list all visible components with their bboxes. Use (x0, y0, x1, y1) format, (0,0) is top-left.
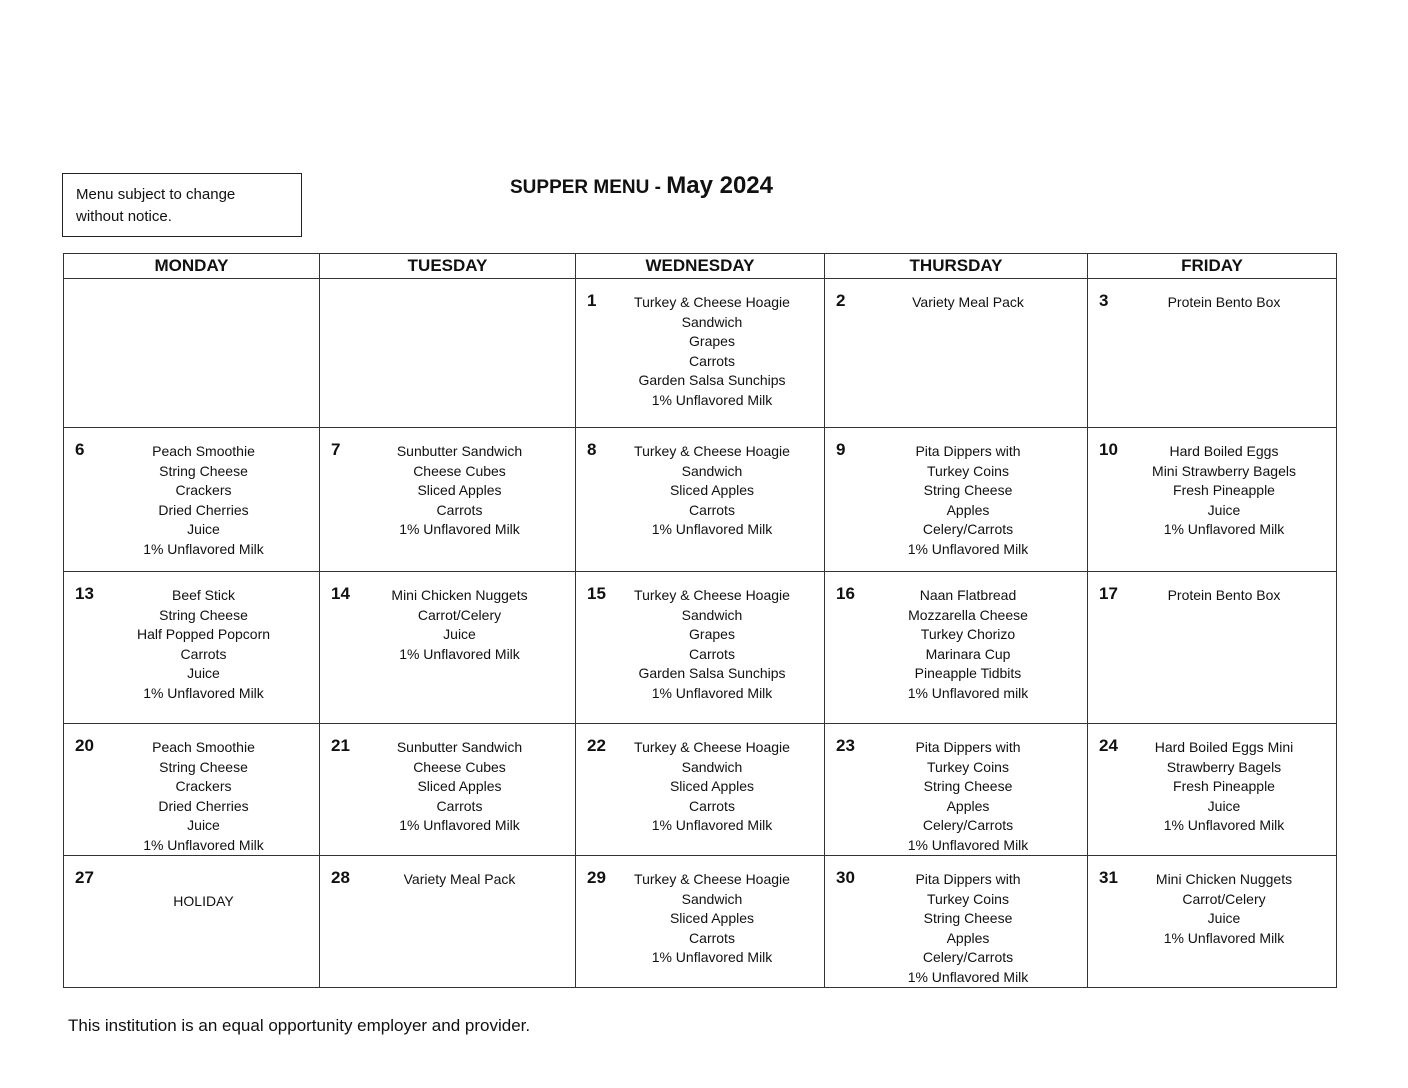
menu-item: Turkey & Cheese Hoagie (634, 443, 790, 459)
day-number: 27 (75, 868, 94, 887)
menu-items (102, 586, 305, 703)
menu-item: Celery/Carrots (922, 949, 1014, 965)
menu-item: Carrots (689, 501, 735, 518)
week-row (64, 279, 1337, 428)
menu-item: Juice (187, 521, 220, 537)
menu-item: Protein Bento Box (1167, 587, 1281, 603)
menu-item: Sliced Apples (669, 910, 755, 926)
menu-item: String Cheese (923, 482, 1013, 498)
menu-item: 1% Unflavored Milk (651, 521, 773, 537)
day-cell (825, 572, 1088, 724)
day-number: 20 (75, 736, 94, 755)
menu-item: Turkey & Cheese Hoagie (634, 294, 790, 310)
header-friday: FRIDAY (1088, 254, 1337, 279)
menu-items (1126, 870, 1322, 948)
menu-items (102, 892, 305, 912)
menu-item: Sandwich (681, 890, 743, 907)
menu-item: Variety Meal Pack (403, 871, 516, 887)
day-number: 9 (836, 440, 846, 459)
menu-items (863, 870, 1073, 987)
menu-items (358, 870, 561, 890)
day-cell (64, 428, 320, 572)
day-cell (1088, 572, 1337, 724)
menu-item: Sliced Apples (417, 778, 502, 794)
menu-item: Turkey & Cheese Hoagie (634, 739, 790, 755)
menu-item: Carrots (689, 929, 735, 946)
menu-item: Mozzarella Cheese (908, 606, 1028, 623)
day-number: 8 (587, 440, 597, 459)
notice-box (62, 173, 302, 237)
header-wednesday: WEDNESDAY (576, 254, 825, 279)
day-number: 30 (836, 868, 855, 887)
day-cell (320, 572, 576, 724)
day-number: 15 (587, 584, 606, 603)
menu-item: Sandwich (681, 606, 743, 623)
menu-item: Sandwich (681, 462, 743, 479)
day-number: 10 (1099, 440, 1118, 459)
day-number: 28 (331, 868, 350, 887)
menu-item: Turkey Coins (927, 758, 1009, 775)
menu-item: 1% Unflavored Milk (143, 540, 264, 557)
menu-item: 1% Unflavored Milk (399, 645, 520, 662)
menu-item: Hard Boiled Eggs Mini (1154, 739, 1294, 755)
day-number: 31 (1099, 868, 1118, 887)
menu-item: Pita Dippers with (915, 871, 1021, 887)
menu-item: Peach Smoothie (152, 443, 255, 459)
menu-item: String Cheese (923, 778, 1013, 794)
menu-item: Garden Salsa Sunchips (638, 665, 786, 681)
menu-item: Celery/Carrots (922, 521, 1014, 537)
header-monday: MONDAY (64, 254, 320, 279)
day-number: 13 (75, 584, 94, 603)
day-number: 17 (1099, 584, 1118, 603)
menu-item: Carrot/Celery (417, 606, 502, 623)
menu-items (102, 738, 305, 855)
day-number: 7 (331, 440, 341, 459)
menu-item: Garden Salsa Sunchips (638, 372, 786, 388)
menu-items (1126, 442, 1322, 540)
day-number: 6 (75, 440, 85, 459)
menu-items (863, 442, 1073, 559)
menu-item: Apples (946, 501, 990, 518)
notice-line: Menu subject to change (76, 186, 236, 203)
menu-item: Peach Smoothie (152, 739, 255, 755)
menu-item: Pita Dippers with (915, 739, 1021, 755)
menu-item: Grapes (689, 626, 735, 642)
menu-items (1126, 738, 1322, 836)
day-number: 16 (836, 584, 855, 603)
menu-item: 1% Unflavored Milk (1163, 817, 1285, 833)
menu-item: Protein Bento Box (1167, 294, 1281, 310)
menu-item: 1% Unflavored Milk (399, 817, 520, 833)
menu-item: Juice (443, 626, 476, 642)
menu-item: Sandwich (681, 313, 743, 330)
menu-item: Dried Cherries (158, 501, 249, 518)
menu-item: 1% Unflavored milk (907, 684, 1029, 701)
day-cell (320, 279, 576, 428)
menu-item: Pineapple Tidbits (914, 665, 1022, 681)
day-cell (320, 856, 576, 988)
day-cell (64, 279, 320, 428)
day-number: 21 (331, 736, 350, 755)
menu-item: Variety Meal Pack (912, 294, 1024, 310)
menu-item: 1% Unflavored Milk (651, 817, 773, 833)
menu-item: Juice (1207, 797, 1241, 814)
menu-item: Grapes (689, 333, 735, 349)
day-cell (576, 724, 825, 856)
menu-item: Pita Dippers with (915, 443, 1021, 459)
menu-items (614, 442, 810, 540)
menu-item: 1% Unflavored Milk (651, 684, 773, 701)
menu-item: 1% Unflavored Milk (399, 521, 520, 537)
menu-item: String Cheese (159, 462, 248, 479)
day-number: 23 (836, 736, 855, 755)
menu-item: Turkey Coins (927, 890, 1009, 907)
page-title (510, 172, 773, 200)
menu-item: Hard Boiled Eggs (1169, 443, 1279, 459)
menu-item: Naan Flatbread (919, 587, 1017, 603)
menu-item: Sandwich (681, 758, 743, 775)
day-cell (1088, 279, 1337, 428)
menu-item: 1% Unflavored Milk (907, 968, 1029, 985)
menu-item: Turkey & Cheese Hoagie (634, 871, 790, 887)
menu-item: Mini Chicken Nuggets (391, 587, 528, 603)
menu-item: Sliced Apples (669, 778, 755, 794)
menu-item: Fresh Pineapple (1173, 778, 1275, 794)
menu-item: Apples (946, 797, 990, 814)
day-cell (576, 428, 825, 572)
menu-items (614, 870, 810, 968)
day-cell (320, 428, 576, 572)
menu-item: 1% Unflavored Milk (907, 836, 1029, 853)
menu-calendar (63, 253, 1337, 988)
menu-items (614, 586, 810, 703)
menu-item: Carrot/Celery (1182, 890, 1266, 907)
day-cell (825, 428, 1088, 572)
weekday-header-row (64, 254, 1337, 279)
menu-item: Carrots (436, 501, 483, 518)
menu-items (1126, 293, 1322, 313)
menu-item: Crackers (175, 482, 232, 498)
menu-item: 1% Unflavored Milk (1163, 521, 1285, 537)
menu-item: Dried Cherries (158, 797, 249, 814)
menu-item: Sliced Apples (669, 482, 755, 498)
day-number: 29 (587, 868, 606, 887)
menu-items (1126, 586, 1322, 606)
day-cell (825, 724, 1088, 856)
menu-item: Carrots (180, 645, 227, 662)
menu-item: Sliced Apples (417, 482, 502, 498)
week-row (64, 856, 1337, 988)
menu-item: 1% Unflavored Milk (1163, 929, 1285, 946)
menu-items (863, 293, 1073, 313)
header-thursday: THURSDAY (825, 254, 1088, 279)
menu-item: Crackers (175, 778, 232, 794)
title-month: May 2024 (666, 172, 773, 199)
day-cell (320, 724, 576, 856)
menu-item: Carrots (689, 645, 735, 662)
menu-item: 1% Unflavored Milk (651, 949, 773, 965)
menu-item: 1% Unflavored Milk (907, 540, 1029, 557)
day-number: 24 (1099, 736, 1118, 755)
day-cell (1088, 856, 1337, 988)
menu-item: Cheese Cubes (413, 462, 506, 479)
menu-items (863, 738, 1073, 855)
menu-item: Juice (1207, 910, 1241, 926)
day-cell (64, 572, 320, 724)
menu-item: Juice (187, 817, 220, 833)
day-cell (64, 724, 320, 856)
menu-item: String Cheese (923, 910, 1013, 926)
menu-item: String Cheese (159, 758, 248, 775)
week-row (64, 724, 1337, 856)
menu-item: Turkey & Cheese Hoagie (634, 587, 790, 603)
day-number: 3 (1099, 291, 1109, 310)
day-cell (576, 572, 825, 724)
title-prefix: SUPPER MENU - (510, 177, 667, 198)
day-cell (825, 856, 1088, 988)
day-cell (825, 279, 1088, 428)
menu-item: Celery/Carrots (922, 817, 1014, 833)
menu-items (614, 293, 810, 410)
day-number: 22 (587, 736, 606, 755)
menu-item: Strawberry Bagels (1166, 758, 1282, 775)
menu-item: Fresh Pineapple (1173, 482, 1275, 498)
week-row (64, 428, 1337, 572)
menu-item: Cheese Cubes (413, 758, 506, 775)
menu-item: Mini Chicken Nuggets (1155, 871, 1293, 887)
day-cell (1088, 724, 1337, 856)
menu-item: Apples (946, 929, 990, 946)
menu-item: 1% Unflavored Milk (651, 391, 773, 408)
menu-item: Sunbutter Sandwich (396, 443, 523, 459)
day-cell (576, 279, 825, 428)
menu-items (863, 586, 1073, 703)
day-number: 2 (836, 291, 846, 310)
day-cell (64, 856, 320, 988)
notice-line: without notice. (76, 208, 172, 225)
menu-item: Half Popped Popcorn (136, 626, 271, 642)
header-tuesday: TUESDAY (320, 254, 576, 279)
menu-item: HOLIDAY (173, 893, 234, 909)
menu-item: Juice (1207, 501, 1241, 518)
menu-item: 1% Unflavored Milk (143, 684, 264, 701)
menu-item: String Cheese (159, 606, 248, 623)
menu-items (102, 442, 305, 559)
menu-item: Marinara Cup (925, 645, 1011, 662)
menu-items (614, 738, 810, 836)
menu-item: Mini Strawberry Bagels (1152, 462, 1296, 479)
menu-items (358, 442, 561, 540)
menu-item: Carrots (436, 797, 483, 814)
footer-statement: This institution is an equal opportunity employer and provider. (68, 1016, 531, 1035)
day-cell (1088, 428, 1337, 572)
menu-item: Turkey Chorizo (920, 626, 1016, 642)
menu-item: Beef Stick (171, 587, 236, 603)
menu-item: Sunbutter Sandwich (396, 739, 523, 755)
menu-item: Carrots (689, 797, 735, 814)
day-number: 14 (331, 584, 350, 603)
day-cell (576, 856, 825, 988)
menu-item: 1% Unflavored Milk (143, 836, 264, 853)
menu-item: Juice (187, 665, 220, 681)
menu-item: Carrots (689, 352, 735, 369)
week-row (64, 572, 1337, 724)
menu-items (358, 738, 561, 836)
menu-items (358, 586, 561, 664)
menu-item: Turkey Coins (927, 462, 1009, 479)
day-number: 1 (587, 291, 597, 310)
